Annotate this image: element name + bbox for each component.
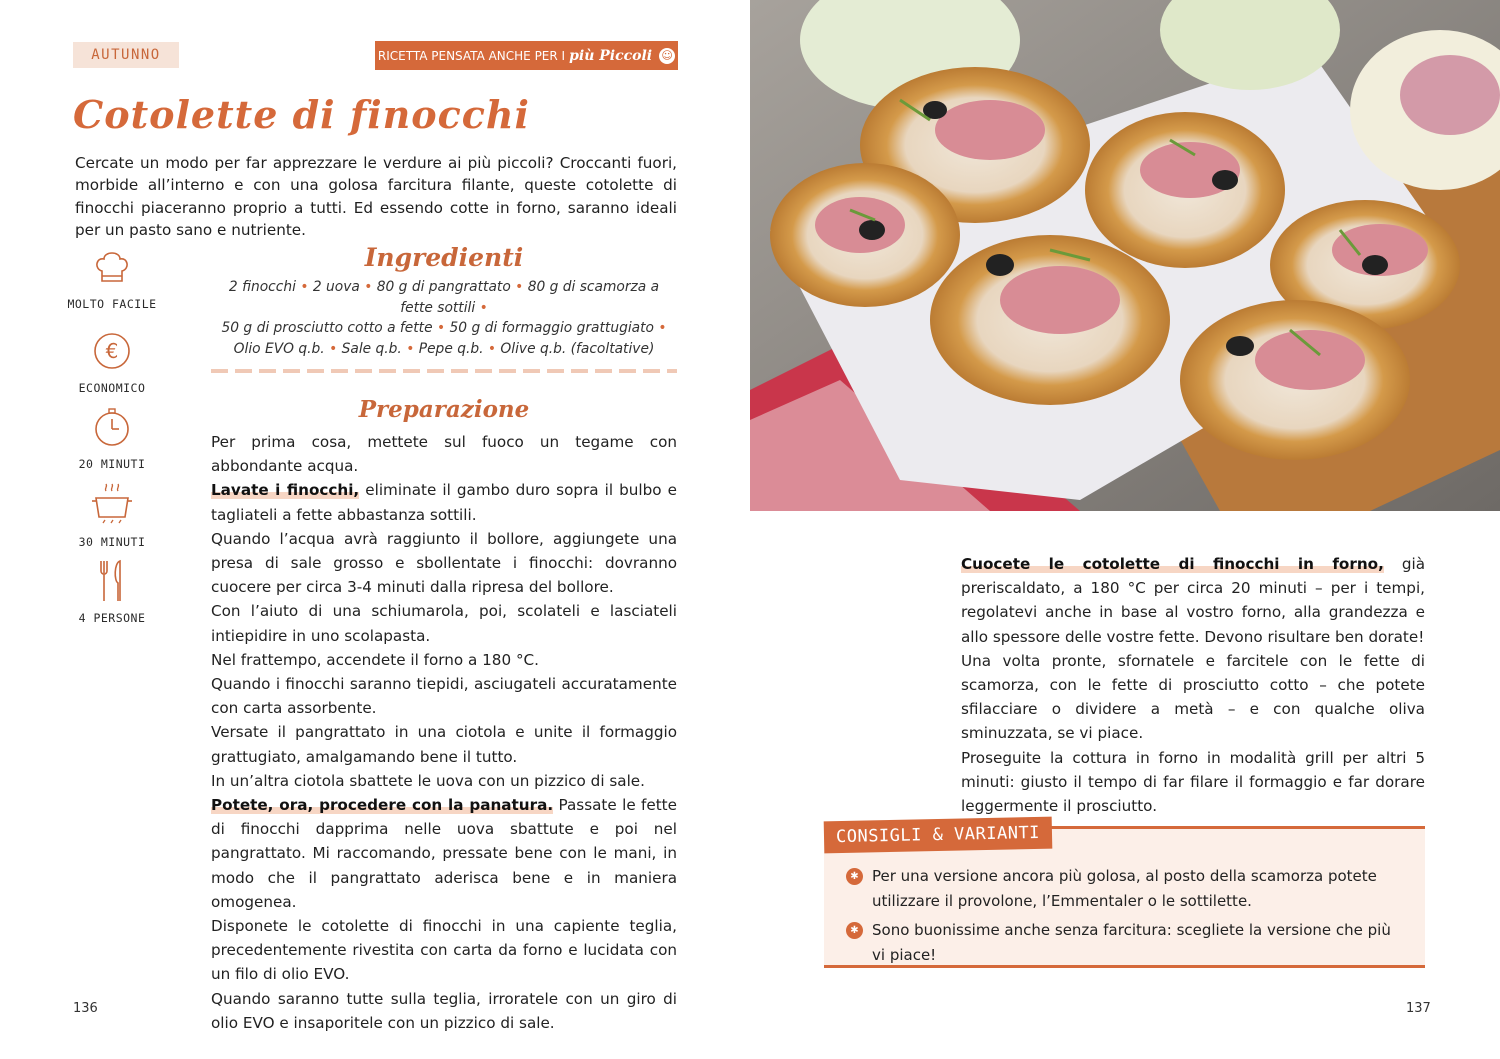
meta-servings: [60, 559, 164, 625]
ingredient: Pepe q.b.: [418, 341, 484, 358]
meta-label: 30 MINUTI: [78, 535, 146, 549]
prep-paragraph: Quando l’acqua avrà raggiunto il bollore, aggiungete una presa di sale grosso e sbollentate i finocchi: dovranno cuocere per circa 3-4 minuti dalla ripresa del bollore.: [211, 529, 677, 597]
page-number-left: 136: [73, 1001, 98, 1016]
highlight-step: Cuocete le cotolette di finocchi in forno,: [961, 555, 1384, 573]
meta-label: 4 PERSONE: [78, 611, 146, 625]
tips-list: [846, 864, 1406, 972]
ingredient: Sale q.b.: [341, 341, 402, 358]
right-page: [750, 0, 1500, 1059]
prep-paragraph: In un’altra ciotola sbattete le uova con un pizzico di sale.: [211, 771, 645, 790]
ingredient: Olive q.b. (facoltative): [500, 341, 655, 358]
ingredient: 2 uova: [312, 279, 360, 295]
recipe-title: Cotolette di finocchi: [73, 92, 530, 137]
meta-label: ECONOMICO: [78, 381, 146, 395]
prep-paragraph: Per prima cosa, mettete sul fuoco un tegame con abbondante acqua.: [211, 433, 677, 476]
prep-paragraph: Quando i finocchi saranno tiepidi, asciugateli accuratamente con carta assorbente.: [211, 675, 677, 718]
section-divider: [211, 369, 677, 373]
meta-prep-time: [60, 405, 164, 471]
cooking-pot-icon: [90, 483, 134, 527]
ingredient: 50 g di prosciutto cotto a fette: [221, 320, 433, 337]
meta-difficulty: [60, 245, 164, 311]
ingredient: 80 g di pangrattato: [376, 279, 511, 295]
kids-banner-script: più Piccoli: [569, 47, 653, 64]
recipe-intro: Cercate un modo per far apprezzare le verdure ai più piccoli? Croccanti fuori, morbide all’interno e con una golosa farcitura filante, queste cotolette di finocchi piaceranno proprio a tutti. Ed essendo cotte in forno, saranno ideali per un pasto sano e nutriente.: [75, 154, 677, 239]
tip-text: Sono buonissime anche senza farcitura: scegliete la versione che più vi piace!: [872, 921, 1391, 964]
ingredient: 50 g di formaggio grattugiato: [449, 320, 654, 337]
kids-recipe-banner: [376, 42, 677, 69]
prep-sentence: eliminate il gambo duro sopra il bulbo e tagliateli a fette abbastanza sottili.: [211, 481, 677, 524]
page-number-right: 137: [1406, 1001, 1431, 1016]
meta-cook-time: [60, 483, 164, 549]
preparation-title: Preparazione: [358, 396, 530, 423]
prep-paragraph: [211, 793, 677, 914]
ingredient: Olio EVO q.b.: [233, 341, 325, 358]
star-bullet-icon: ✱: [846, 868, 863, 885]
svg-text:€: €: [105, 339, 119, 363]
ingredient: 2 finocchi: [228, 279, 296, 295]
prep-paragraph: Quando saranno tutte sulla teglia, irroratele con un giro di olio EVO e insaporitele con un pizzico di sale.: [211, 989, 677, 1032]
preparation-text: [211, 430, 677, 1035]
euro-coin-icon: [90, 329, 134, 373]
list-item: [846, 918, 1406, 968]
tips-label: CONSIGLI & VARIANTI: [824, 817, 1053, 854]
continuation-text: [961, 552, 1425, 818]
highlight-step: Lavate i finocchi,: [211, 481, 360, 500]
prep-paragraph: Versate il pangrattato in una ciotola e unite il formaggio grattugiato, amalgamando bene il tutto.: [211, 723, 677, 766]
cont-paragraph: Proseguite la cottura in forno in modalità grill per altri 5 minuti: giusto il tempo di far filare il formaggio e far dorare leggermente il prosciutto.: [961, 748, 1425, 816]
prep-paragraph: [211, 478, 677, 526]
prep-paragraph: Disponete le cotolette di finocchi in una capiente teglia, precedentemente rivestita con carta da forno e lucidata con un filo di olio EVO.: [211, 917, 677, 984]
star-bullet-icon: ✱: [846, 922, 863, 939]
ingredients-title: Ingredienti: [364, 243, 524, 272]
list-item: [846, 864, 1406, 914]
chef-hat-icon: [90, 245, 134, 289]
kids-banner-prefix: RICETTA PENSATA ANCHE PER I: [377, 48, 566, 63]
smiley-icon: ☺: [659, 48, 675, 64]
cont-paragraph: [961, 552, 1425, 649]
prep-paragraph: Con l’aiuto di una schiumarola, poi, scolateli e lasciateli intiepidire in uno scolapasta.: [211, 602, 677, 645]
prep-sentence: Passate le fette di finocchi dapprima nelle uova sbattute e poi nel pangrattato. Mi raccomando, pressate bene con le mani, in modo che il pangrattato aderisca bene e in maniera omogenea.: [211, 796, 677, 911]
season-tag: AUTUNNO: [73, 42, 179, 68]
prep-paragraph: Nel frattempo, accendete il forno a 180 °C.: [211, 650, 539, 669]
food-photo: [750, 0, 1500, 511]
meta-cost: [60, 329, 164, 395]
clock-icon: [90, 405, 134, 449]
highlight-step: Potete, ora, procedere con la panatura.: [211, 796, 554, 815]
ingredient: 80 g di scamorza a fette sottili: [400, 279, 660, 316]
meta-label: 20 MINUTI: [78, 457, 146, 471]
meta-label: MOLTO FACILE: [67, 297, 157, 311]
tip-text: Per una versione ancora più golosa, al posto della scamorza potete utilizzare il provolone, l’Emmentaler o le sottilette.: [872, 867, 1377, 910]
fork-knife-icon: [90, 559, 134, 603]
cont-paragraph: Una volta pronte, sfornatele e farcitele con le fette di scamorza, con le fette di prosciutto cotto – che potete sfilacciare o dividere a metà – e con qualche oliva sminuzzata, se vi piace.: [961, 651, 1425, 743]
ingredients-list: 2 finocchi • 2 uova • 80 g di pangrattato • 80 g di scamorza a fette sottili • 50 g di prosciutto cotto a fette • 50 g di formaggio grattugiato • Olio EVO q.b. • Sale q.b. • Pepe q.b. • Olive q.b. (facoltative): [221, 279, 667, 358]
cont-sentence: già preriscaldato, a 180 °C per circa 20 minuti – per i tempi, regolatevi anche in base al vostro forno, alla grandezza e allo spessore delle vostre fette. Devono risultare ben dorate!: [961, 555, 1425, 646]
